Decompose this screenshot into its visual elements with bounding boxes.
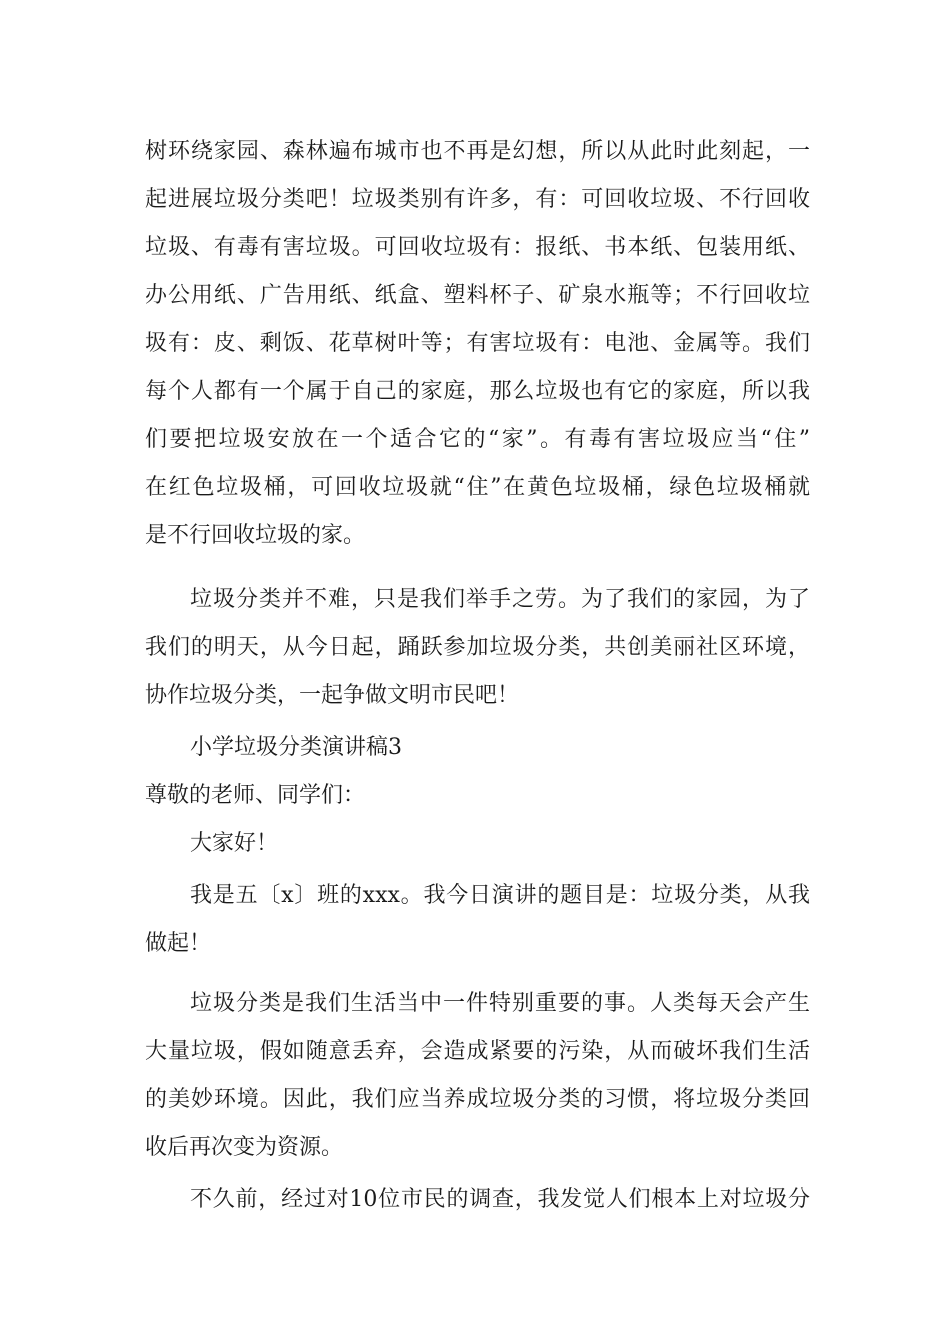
text-line: 圾有：皮、剩饭、花草树叶等；有害垃圾有：电池、金属等。我们: [145, 331, 810, 356]
paragraph-first-line: 垃圾分类并不难，只是我们举手之劳。为了我们的家园，为了: [190, 587, 810, 612]
text-line: 每个人都有一个属于自己的家庭，那么垃圾也有它的家庭，所以我: [145, 379, 810, 404]
text-line: 们要把垃圾安放在一个适合它的“家”。有毒有害垃圾应当“住”: [145, 427, 810, 452]
salutation: 尊敬的老师、同学们：: [145, 783, 366, 808]
text-line: 的美妙环境。因此，我们应当养成垃圾分类的习惯，将垃圾分类回: [145, 1087, 810, 1112]
text-line: 是不行回收垃圾的家。: [145, 523, 366, 548]
text-line: 协作垃圾分类，一起争做文明市民吧！: [145, 683, 520, 708]
greeting: 大家好！: [190, 831, 279, 856]
text-line: 树环绕家园、森林遍布城市也不再是幻想，所以从此时此刻起，一: [145, 139, 810, 164]
paragraph-first-line: 不久前，经过对10位市民的调查，我发觉人们根本上对垃圾分: [190, 1187, 810, 1212]
text-line: 在红色垃圾桶，可回收垃圾就“住”在黄色垃圾桶，绿色垃圾桶就: [145, 475, 810, 500]
text-line: 做起！: [145, 931, 212, 956]
paragraph-first-line: 我是五〔x〕班的xxx。我今日演讲的题目是：垃圾分类，从我: [190, 883, 810, 908]
text-line: 起进展垃圾分类吧！垃圾类别有许多，有：可回收垃圾、不行回收: [145, 187, 810, 212]
text-line: 我们的明天，从今日起，踊跃参加垃圾分类，共创美丽社区环境，: [145, 635, 810, 660]
paragraph-first-line: 垃圾分类是我们生活当中一件特别重要的事。人类每天会产生: [190, 991, 810, 1016]
text-line: 办公用纸、广告用纸、纸盒、塑料杯子、矿泉水瓶等；不行回收垃: [145, 283, 810, 308]
text-line: 收后再次变为资源。: [145, 1135, 344, 1160]
text-line: 大量垃圾，假如随意丢弃，会造成紧要的污染，从而破坏我们生活: [145, 1039, 810, 1064]
section-title: 小学垃圾分类演讲稿3: [190, 735, 402, 760]
text-line: 垃圾、有毒有害垃圾。可回收垃圾有：报纸、书本纸、包装用纸、: [145, 235, 810, 260]
